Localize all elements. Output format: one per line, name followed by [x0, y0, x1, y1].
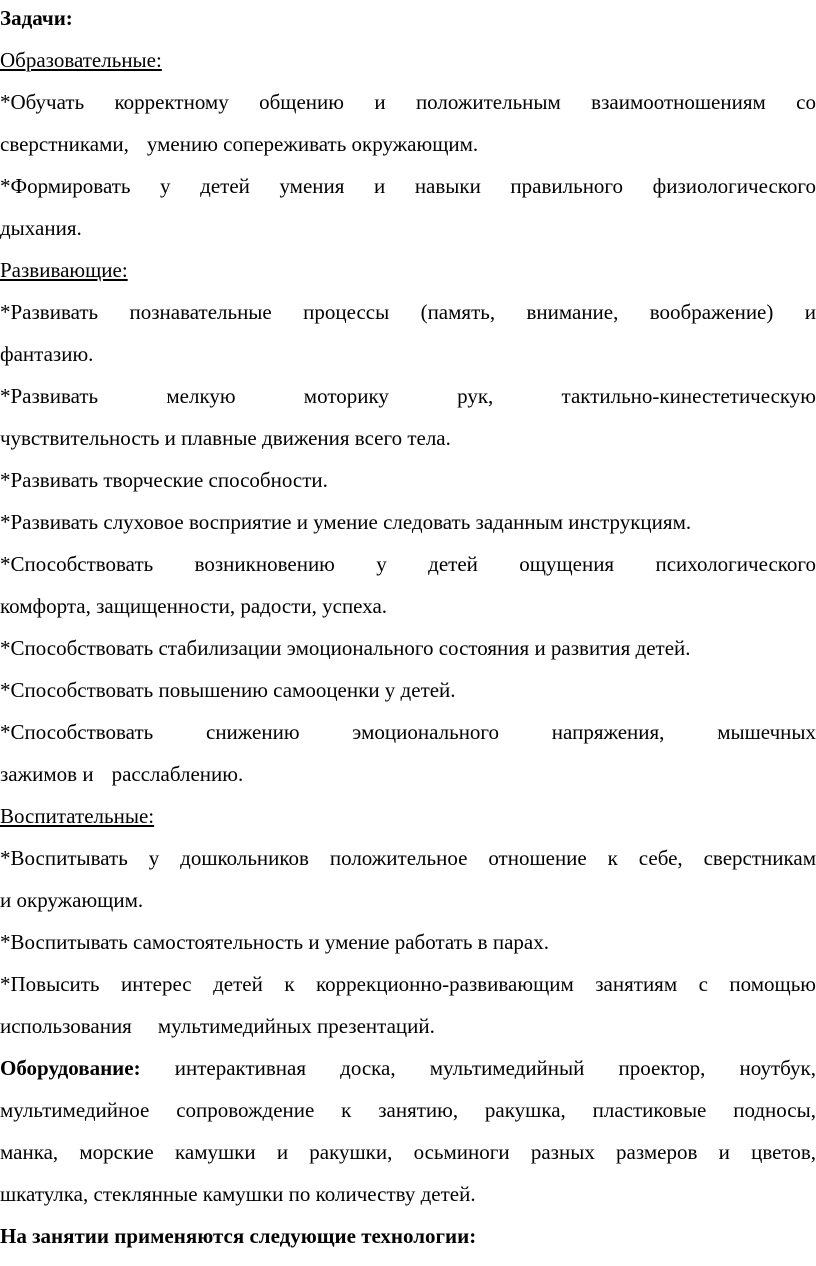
educational-heading: Образовательные:: [0, 48, 162, 72]
developing-item-4: *Развивать слуховое восприятие и умение следовать заданным инструкциям.: [0, 510, 692, 534]
developing-item-5-line-1: *Способствовать возникновению у детей ощущения психологического: [0, 552, 816, 576]
upbringing-item-1-line-1: *Воспитывать у дошкольников положительное отношение к себе, сверстникам: [0, 846, 816, 870]
equipment-line-2: мультимедийное сопровождение к занятию, ракушка, пластиковые подносы,: [0, 1098, 816, 1122]
developing-item-2-line-2: чувствительность и плавные движения всего тела.: [0, 426, 451, 450]
upbringing-item-3-line-2a: использования: [0, 1014, 132, 1038]
educational-heading-line: [0, 39, 816, 81]
developing-item-7: *Способствовать повышению самооценки у детей.: [0, 678, 456, 702]
equipment-line-3: манка, морские камушки и ракушки, осьминоги разных размеров и цветов,: [0, 1140, 816, 1164]
educational-item-2-line-1: *Формировать у детей умения и навыки правильного физиологического: [0, 174, 816, 198]
educational-item-1-line-2b: умению сопереживать окружающим.: [146, 132, 479, 156]
developing-item-8-line-2: [0, 753, 816, 795]
developing-item-2-line-1: *Развивать мелкую моторику рук, тактильно-кинестетическую: [0, 384, 816, 408]
upbringing-item-3-line-1: *Повысить интерес детей к коррекционно-развивающим занятиям с помощью: [0, 972, 816, 996]
developing-heading-line: [0, 249, 816, 291]
developing-item-1-line-1: *Развивать познавательные процессы (память, внимание, воображение) и: [0, 300, 816, 324]
educational-item-1-line-2: [0, 123, 816, 165]
educational-item-1-line-2a: сверстниками,: [0, 132, 129, 156]
upbringing-heading-line: [0, 795, 816, 837]
developing-item-8-line-2a: зажимов и: [0, 762, 94, 786]
educational-item-2-line-2: дыхания.: [0, 216, 82, 240]
developing-item-8-line-1: *Способствовать снижению эмоционального напряжения, мышечных: [0, 720, 816, 744]
developing-heading: Развивающие:: [0, 258, 128, 282]
upbringing-item-2: *Воспитывать самостоятельность и умение работать в парах.: [0, 930, 549, 954]
developing-item-1-line-2: фантазию.: [0, 342, 94, 366]
equipment-text-1: интерактивная доска, мультимедийный проектор, ноутбук,: [174, 1056, 816, 1080]
technologies-heading: На занятии применяются следующие технологии:: [0, 1224, 477, 1248]
developing-item-3: *Развивать творческие способности.: [0, 468, 328, 492]
upbringing-item-1-line-2: и окружающим.: [0, 888, 144, 912]
tasks-title: Задачи:: [0, 6, 73, 30]
upbringing-item-3-line-2b: мультимедийных презентаций.: [157, 1014, 435, 1038]
developing-item-6: *Способствовать стабилизации эмоционального состояния и развития детей.: [0, 636, 691, 660]
educational-item-1-line-1: *Обучать корректному общению и положительным взаимоотношениям со: [0, 90, 816, 114]
developing-item-8-line-2b: расслаблению.: [111, 762, 244, 786]
equipment-line-1: [0, 1047, 816, 1089]
equipment-label: Оборудование:: [0, 1056, 141, 1080]
upbringing-heading: Воспитательные:: [0, 804, 155, 828]
upbringing-item-3-line-2: [0, 1005, 816, 1047]
developing-item-5-line-2: комфорта, защищенности, радости, успеха.: [0, 594, 388, 618]
equipment-line-4: шкатулка, стеклянные камушки по количеству детей.: [0, 1182, 476, 1206]
